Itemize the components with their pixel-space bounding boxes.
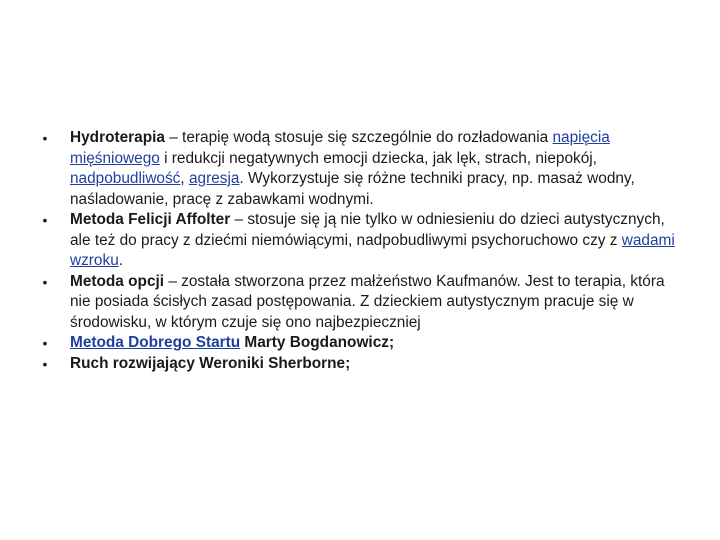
bullet-icon: • xyxy=(42,355,48,372)
list-item-hydroterapia xyxy=(38,128,678,210)
bullet-icon: • xyxy=(42,212,48,228)
list-item-metoda-opcji xyxy=(38,272,678,334)
item-text: . xyxy=(118,252,124,269)
link-agresja[interactable]: agresja xyxy=(188,170,240,187)
item-title: Metoda Felicji Affolter xyxy=(70,211,231,228)
bullet-icon: • xyxy=(42,273,48,290)
list-item-metoda-dobrego-startu xyxy=(38,333,678,354)
list-item-ruch-rozwijajacy xyxy=(38,354,678,375)
list-item-metoda-affolter xyxy=(38,210,678,272)
bullet-list xyxy=(38,128,678,374)
link-metoda-dobrego-startu[interactable]: Metoda Dobrego Startu xyxy=(70,334,241,351)
item-title: Hydroterapia xyxy=(70,129,165,146)
item-title: Ruch rozwijający Weroniki Sherborne; xyxy=(70,354,351,372)
item-text: , xyxy=(180,170,189,187)
item-text: – terapię wodą stosuje się szczególnie do rozładowania xyxy=(164,129,553,146)
item-text: – stosuje się ją nie tylko w odniesieniu do dzieci autystycznych, ale też do pracy z dziećmi niemówiącymi, nadpobudliwymi psychoruchowo czy z xyxy=(70,211,665,249)
bullet-icon: • xyxy=(42,130,48,146)
item-text: . Wykorzystuje się różne techniki pracy, np. masaż wodny, naśladowanie, pracę z zabawkami wodnymi. xyxy=(70,170,635,208)
link-nadpobudliwosc[interactable]: nadpobudliwość xyxy=(70,170,181,187)
item-text: Marty Bogdanowicz; xyxy=(240,334,395,351)
link-wadami-wzroku[interactable]: wadami wzroku xyxy=(70,231,675,269)
item-text: – została stworzona przez małżeństwo Kaufmanów. Jest to terapia, która nie posiada ścisłych zasad postępowania. Z dzieckiem autystycznym pracuje się w środowisku, w którym czuje się ono najbezpieczniej xyxy=(70,272,665,331)
item-title: Metoda opcji xyxy=(70,272,165,290)
bullet-icon: • xyxy=(42,335,48,351)
link-napiecia-miesniowego[interactable]: napięcia mięśniowego xyxy=(70,129,610,167)
item-text: i redukcji negatywnych emocji dziecka, jak lęk, strach, niepokój, xyxy=(159,149,597,167)
